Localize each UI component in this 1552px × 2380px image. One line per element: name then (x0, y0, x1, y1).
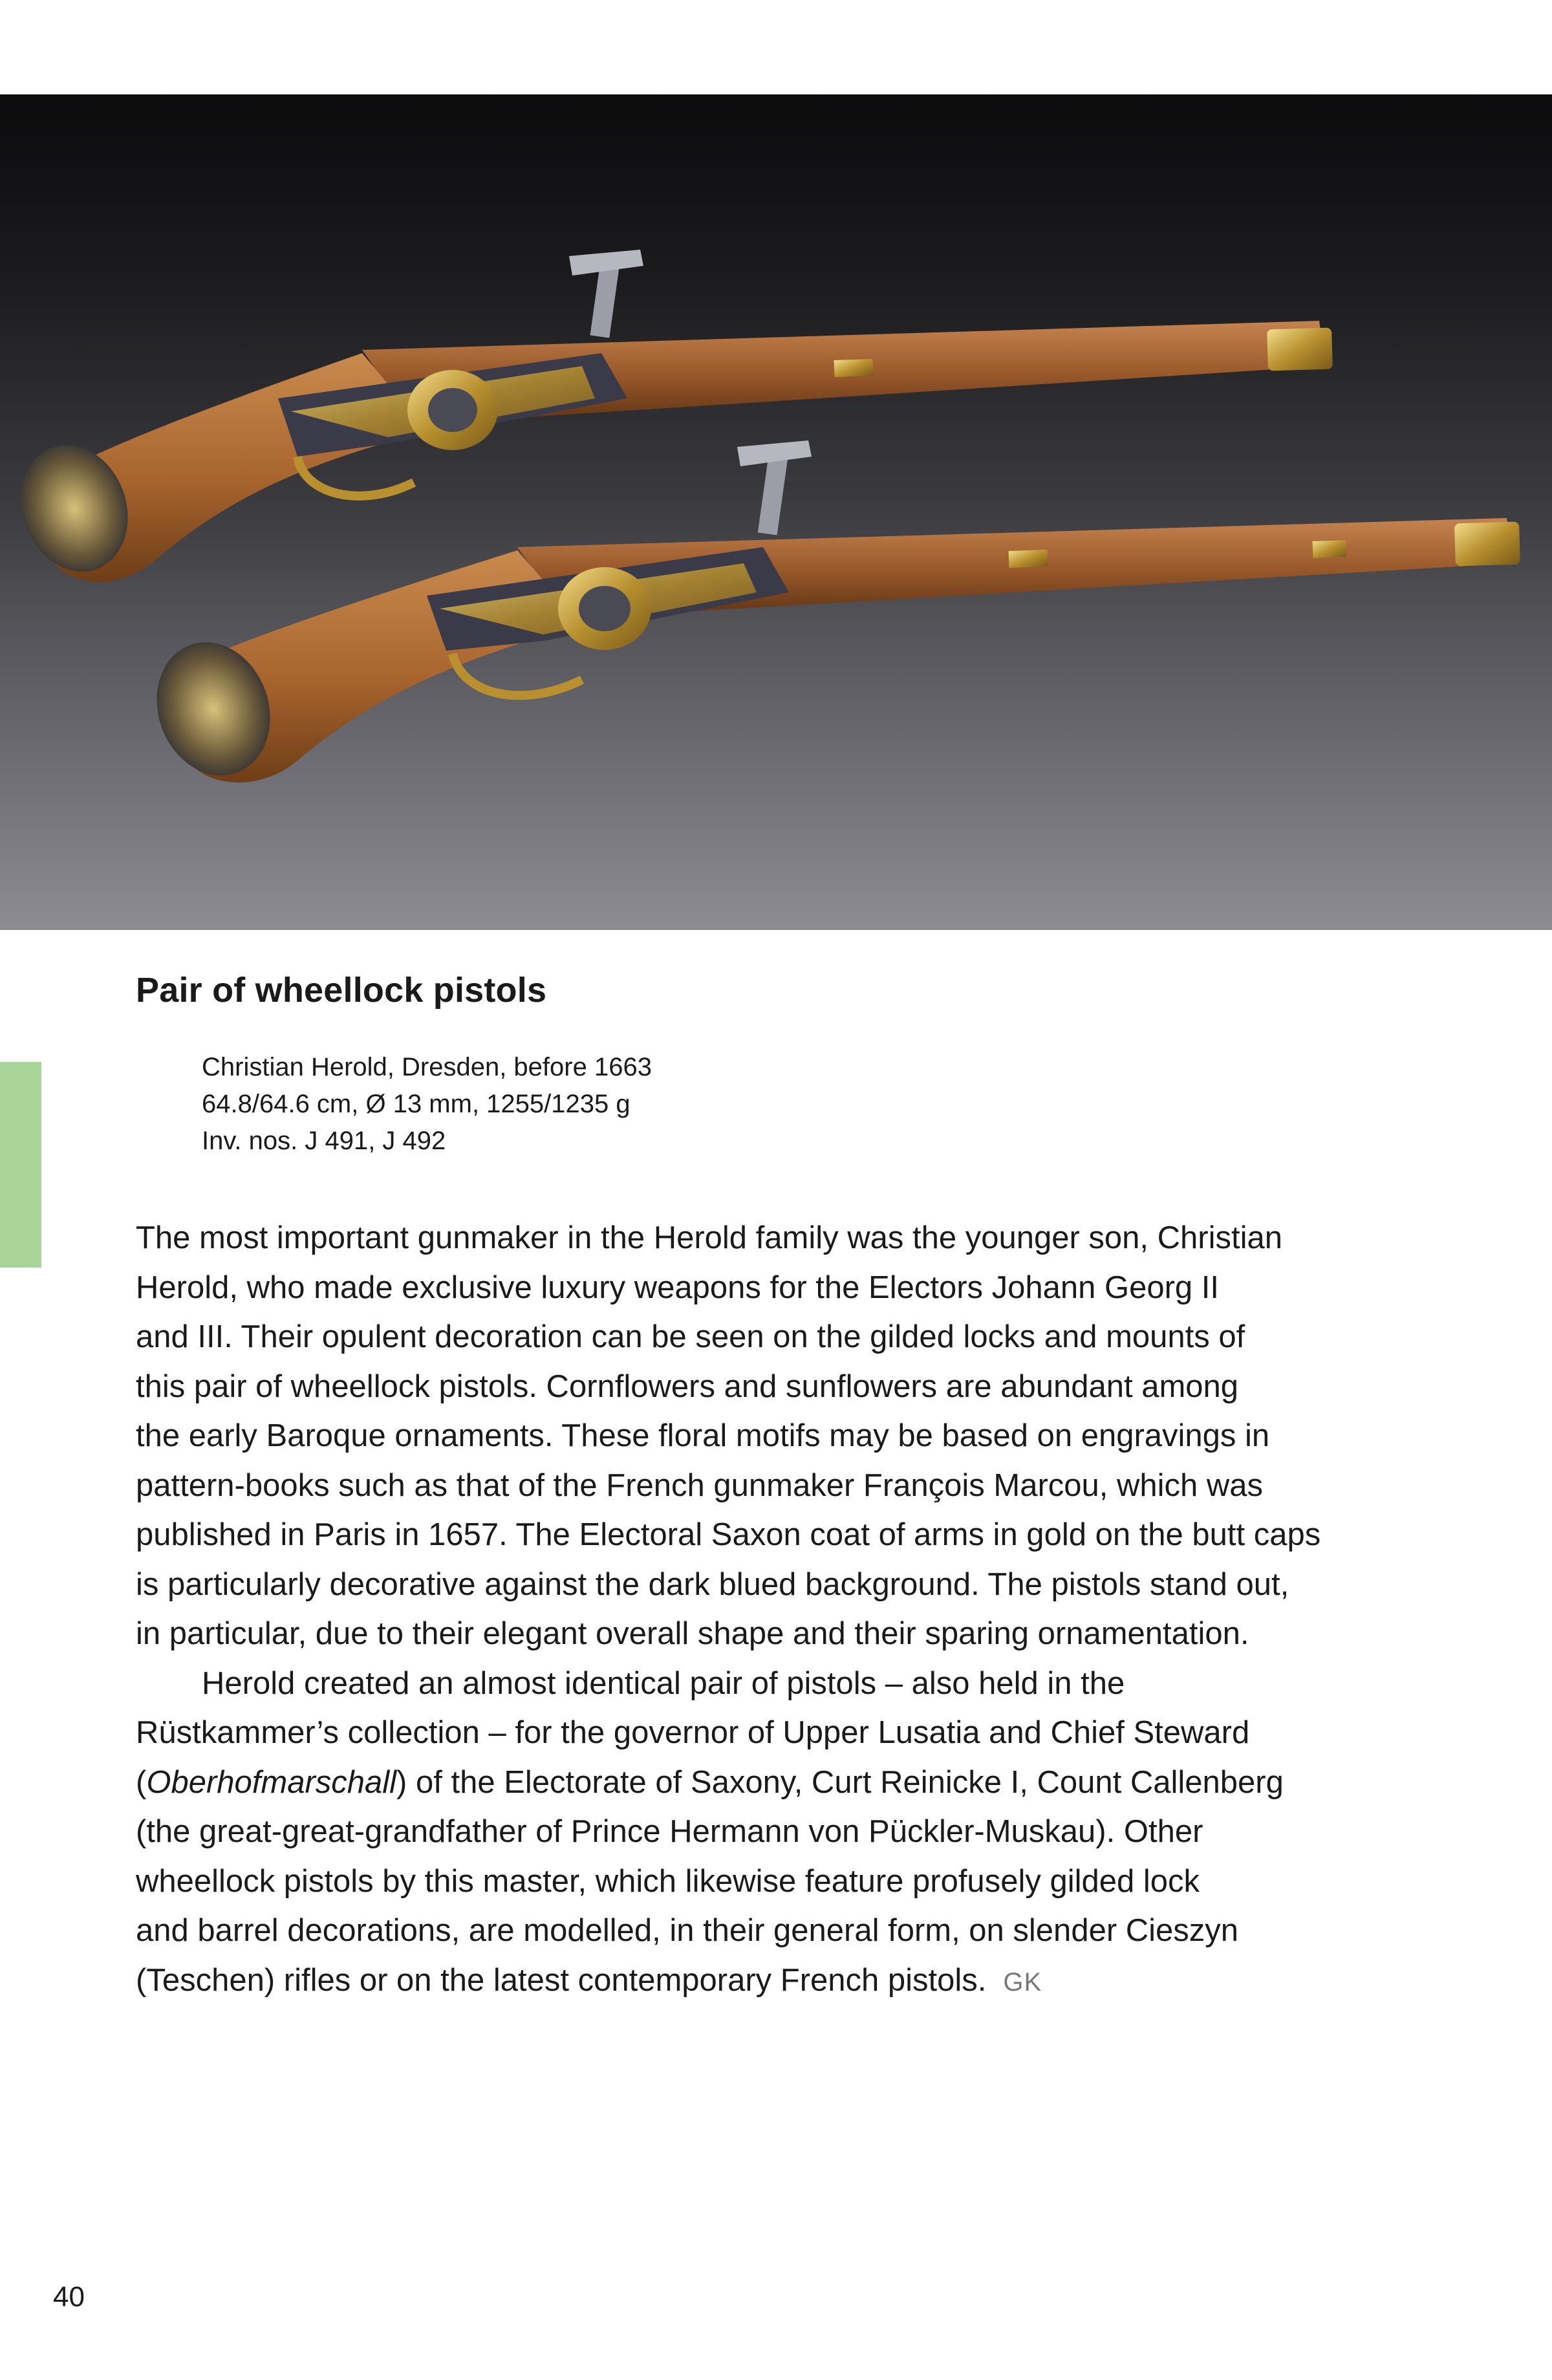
body-line: in particular, due to their elegant overall shape and their sparing ornamentation. (136, 1616, 1249, 1651)
entry-body (136, 1213, 1320, 2007)
italic-term: Oberhofmarschall (146, 1764, 397, 1800)
body-line: wheellock pistols by this master, which likewise feature profusely gilded lock (136, 1863, 1200, 1899)
body-line: Herold, who made exclusive luxury weapons for the Electors Johann Georg II (136, 1270, 1220, 1305)
entry-title: Pair of wheellock pistols (136, 971, 547, 1010)
line-rest: ) of the Electorate of Saxony, Curt Reinicke I, Count Callenberg (396, 1764, 1284, 1800)
page-number: 40 (53, 2281, 85, 2313)
author-initials: GK (1003, 1967, 1042, 1996)
dimensions-line: 64.8/64.6 cm, Ø 13 mm, 1255/1235 g (202, 1090, 630, 1118)
body-line: is particularly decorative against the dark blued background. The pistols stand out, (136, 1566, 1289, 1602)
body-line: pattern-books such as that of the French gunmaker François Marcou, which was (136, 1467, 1264, 1503)
pistols-illustration (0, 94, 1552, 930)
body-line (136, 1956, 1320, 2007)
body-line: and barrel decorations, are modelled, in their general form, on slender Cieszyn (136, 1913, 1239, 1948)
body-line: published in Paris in 1657. The Electoral Saxon coat of arms in gold on the butt caps (136, 1517, 1321, 1552)
maker-line: Christian Herold, Dresden, before 1663 (202, 1053, 652, 1081)
inventory-line: Inv. nos. J 491, J 492 (202, 1127, 446, 1155)
paren-open: ( (136, 1764, 147, 1800)
body-line: and III. Their opulent decoration can be seen on the gilded locks and mounts of (136, 1319, 1245, 1354)
body-line: The most important gunmaker in the Herold family was the younger son, Christian (136, 1220, 1282, 1255)
body-line (136, 1758, 1320, 1808)
body-line: the early Baroque ornaments. These floral motifs may be based on engravings in (136, 1418, 1270, 1453)
section-accent-bar (0, 1062, 41, 1268)
last-line-text: (Teschen) rifles or on the latest contemporary French pistols. (136, 1962, 987, 1998)
body-line: Rüstkammer’s collection – for the governor of Upper Lusatia and Chief Steward (136, 1715, 1250, 1750)
pistols-photo (0, 94, 1552, 930)
body-line: (the great-great-grandfather of Prince Hermann von Pückler-Muskau). Other (136, 1814, 1203, 1849)
body-line: this pair of wheellock pistols. Cornflowers and sunflowers are abundant among (136, 1368, 1239, 1404)
entry-metadata (202, 1049, 652, 1160)
body-line: Herold created an almost identical pair of pistols – also held in the (202, 1665, 1125, 1701)
